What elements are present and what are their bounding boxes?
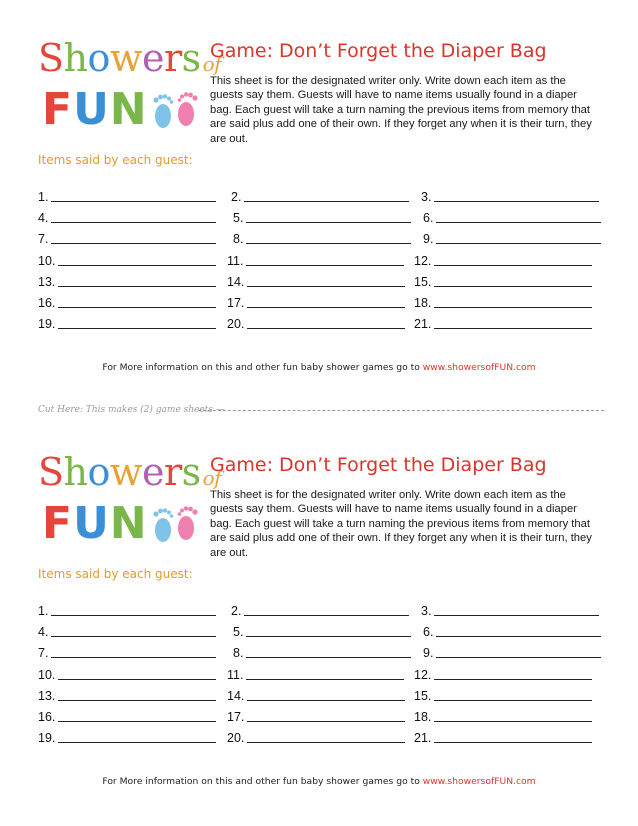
item-number: 2. xyxy=(231,604,242,618)
item-number: 4. xyxy=(38,625,49,640)
logo-letter: h xyxy=(63,36,88,80)
item-number: 5. xyxy=(233,211,244,226)
logo-letter: w xyxy=(109,450,142,494)
showers-of-fun-logo xyxy=(38,450,222,560)
item-entry[interactable] xyxy=(227,708,405,726)
logo-word-of: of xyxy=(202,52,222,76)
logo-letter: e xyxy=(141,450,164,494)
logo-letter: s xyxy=(181,450,201,494)
logo-word-fun xyxy=(42,86,148,134)
item-entry[interactable] xyxy=(38,230,216,248)
item-entry[interactable] xyxy=(227,315,405,333)
item-list-row xyxy=(38,602,604,623)
write-in-line[interactable] xyxy=(434,200,599,202)
item-number: 8. xyxy=(233,232,244,247)
item-entry[interactable] xyxy=(414,294,592,312)
item-entry[interactable] xyxy=(227,687,405,705)
write-in-line[interactable] xyxy=(246,264,404,266)
item-number: 8. xyxy=(233,646,244,661)
item-entry[interactable] xyxy=(414,666,592,684)
item-entry[interactable] xyxy=(414,687,592,705)
cut-line-text: Cut Here: This makes (2) game sheets — xyxy=(38,405,225,415)
write-in-line[interactable] xyxy=(58,720,216,722)
item-entry[interactable] xyxy=(233,209,411,227)
items-label: Items said by each guest: xyxy=(38,153,193,167)
footer-link[interactable]: www.showersofFUN.com xyxy=(422,776,536,787)
item-entry[interactable] xyxy=(38,188,216,206)
item-number: 16. xyxy=(38,709,56,724)
write-in-line[interactable] xyxy=(434,327,592,329)
item-entry[interactable] xyxy=(421,188,599,206)
item-number: 11. xyxy=(227,667,244,682)
item-entry[interactable] xyxy=(38,252,216,270)
write-in-line[interactable] xyxy=(246,678,404,680)
logo-letter: r xyxy=(163,450,182,494)
item-list-row xyxy=(38,729,604,750)
logo-letter: h xyxy=(63,450,88,494)
write-in-line[interactable] xyxy=(51,221,216,223)
item-number: 6. xyxy=(423,625,434,640)
item-number: 13. xyxy=(38,688,56,703)
item-entry[interactable] xyxy=(38,209,216,227)
game-title: Game: Don’t Forget the Diaper Bag xyxy=(210,40,547,62)
write-in-line[interactable] xyxy=(436,635,601,637)
item-list-row xyxy=(38,666,604,687)
item-entry[interactable] xyxy=(38,623,216,641)
logo-letter: F xyxy=(42,84,74,135)
item-number: 3. xyxy=(421,604,432,618)
item-list-row xyxy=(38,209,604,230)
item-number: 10. xyxy=(38,253,56,268)
item-number: 20. xyxy=(227,731,245,746)
item-entry[interactable] xyxy=(227,666,404,684)
write-in-line[interactable] xyxy=(436,221,601,223)
item-entry[interactable] xyxy=(421,602,599,620)
footer-info xyxy=(0,362,638,373)
write-in-line[interactable] xyxy=(434,285,592,287)
item-list-row xyxy=(38,623,604,644)
logo-letter: S xyxy=(38,450,64,494)
write-in-line[interactable] xyxy=(247,285,405,287)
footer-text: For More information on this and other fun baby shower games go to xyxy=(102,362,423,373)
write-in-line[interactable] xyxy=(58,327,216,329)
logo-letter: r xyxy=(163,36,182,80)
item-entry[interactable] xyxy=(414,729,592,747)
item-entry[interactable] xyxy=(233,644,411,662)
item-number: 3. xyxy=(421,190,432,204)
item-number: 14. xyxy=(227,688,245,703)
item-list-row xyxy=(38,644,604,665)
logo-word-showers xyxy=(38,450,221,500)
write-in-line[interactable] xyxy=(246,242,411,244)
logo-letter: U xyxy=(73,498,110,549)
item-entry[interactable] xyxy=(231,188,409,206)
item-number: 5. xyxy=(233,625,244,640)
item-number: 6. xyxy=(423,211,434,226)
game-sheet-top xyxy=(0,0,638,395)
item-number: 14. xyxy=(227,274,245,289)
baby-feet-icon xyxy=(150,88,202,132)
item-number: 1. xyxy=(38,190,49,204)
item-entry[interactable] xyxy=(38,273,216,291)
item-list-row xyxy=(38,273,604,294)
footer-link[interactable]: www.showersofFUN.com xyxy=(422,362,536,373)
write-in-line[interactable] xyxy=(247,720,405,722)
item-number: 11. xyxy=(227,253,244,268)
write-in-line[interactable] xyxy=(434,614,599,616)
item-entry[interactable] xyxy=(38,729,216,747)
item-number: 1. xyxy=(38,604,49,618)
item-number: 17. xyxy=(227,709,245,724)
write-in-line[interactable] xyxy=(434,306,592,308)
item-number: 4. xyxy=(38,211,49,226)
item-number: 13. xyxy=(38,274,56,289)
item-entry[interactable] xyxy=(38,294,216,312)
item-number: 2. xyxy=(231,190,242,204)
game-title: Game: Don’t Forget the Diaper Bag xyxy=(210,454,547,476)
write-in-line[interactable] xyxy=(58,285,216,287)
item-list-row xyxy=(38,188,604,209)
write-in-line[interactable] xyxy=(51,242,216,244)
showers-of-fun-logo xyxy=(38,36,222,146)
item-number: 9. xyxy=(423,232,434,247)
item-entry[interactable] xyxy=(233,623,411,641)
write-in-line[interactable] xyxy=(58,306,216,308)
write-in-line[interactable] xyxy=(434,699,592,701)
write-in-line[interactable] xyxy=(434,264,592,266)
item-entry[interactable] xyxy=(423,209,601,227)
logo-letter: e xyxy=(141,36,164,80)
logo-letter: F xyxy=(42,498,74,549)
logo-word-fun xyxy=(42,500,148,548)
write-in-line[interactable] xyxy=(244,614,409,616)
item-list-grid xyxy=(38,188,604,336)
game-sheet-bottom xyxy=(0,414,638,809)
logo-letter: o xyxy=(87,450,110,494)
footer-info xyxy=(0,776,638,787)
item-entry[interactable] xyxy=(414,315,592,333)
logo-letter: s xyxy=(181,36,201,80)
game-description: This sheet is for the designated writer only. Write down each item as the guests say them. Guests will have to name items usually found in a diaper bag. Each guest will take a turn naming the previous items from memory that are said plus add one of their own. If they forget any when it is their turn, they are out. xyxy=(210,489,592,559)
item-entry[interactable] xyxy=(414,273,592,291)
item-list-row xyxy=(38,687,604,708)
item-list-row xyxy=(38,708,604,729)
item-entry[interactable] xyxy=(231,602,409,620)
write-in-line[interactable] xyxy=(51,200,216,202)
item-entry[interactable] xyxy=(423,623,601,641)
item-number: 18. xyxy=(414,295,432,310)
item-list-row xyxy=(38,315,604,336)
item-entry[interactable] xyxy=(227,294,405,312)
item-entry[interactable] xyxy=(423,230,601,248)
item-number: 19. xyxy=(38,731,56,746)
write-in-line[interactable] xyxy=(246,656,411,658)
game-description: This sheet is for the designated writer only. Write down each item as the guests say them. Guests will have to name items usually found in a diaper bag. Each guest will take a turn naming the previous items from memory that are said plus add one of their own. If they forget any when it is their turn, they are out. xyxy=(210,75,592,145)
item-entry[interactable] xyxy=(38,315,216,333)
write-in-line[interactable] xyxy=(247,699,405,701)
item-entry[interactable] xyxy=(227,273,405,291)
item-entry[interactable] xyxy=(233,230,411,248)
write-in-line[interactable] xyxy=(58,699,216,701)
item-number: 20. xyxy=(227,317,245,332)
item-list-grid xyxy=(38,602,604,750)
logo-letter: U xyxy=(73,84,110,135)
item-entry[interactable] xyxy=(227,252,404,270)
write-in-line[interactable] xyxy=(436,242,601,244)
item-entry[interactable] xyxy=(38,644,216,662)
item-entry[interactable] xyxy=(38,687,216,705)
item-list-row xyxy=(38,230,604,251)
item-list-row xyxy=(38,294,604,315)
item-entry[interactable] xyxy=(414,252,592,270)
item-number: 15. xyxy=(414,274,432,289)
item-number: 21. xyxy=(414,317,432,332)
logo-letter: N xyxy=(109,84,148,135)
write-in-line[interactable] xyxy=(244,200,409,202)
write-in-line[interactable] xyxy=(436,656,601,658)
item-number: 7. xyxy=(38,232,49,247)
write-in-line[interactable] xyxy=(247,327,405,329)
item-number: 9. xyxy=(423,646,434,661)
item-number: 18. xyxy=(414,709,432,724)
cut-line-dashes xyxy=(198,410,604,411)
write-in-line[interactable] xyxy=(51,635,216,637)
write-in-line[interactable] xyxy=(434,678,592,680)
logo-letter: w xyxy=(109,36,142,80)
item-entry[interactable] xyxy=(423,644,601,662)
write-in-line[interactable] xyxy=(434,720,592,722)
item-entry[interactable] xyxy=(38,602,216,620)
item-entry[interactable] xyxy=(38,666,216,684)
write-in-line[interactable] xyxy=(51,614,216,616)
write-in-line[interactable] xyxy=(247,306,405,308)
write-in-line[interactable] xyxy=(58,741,216,743)
item-number: 15. xyxy=(414,688,432,703)
item-list-row xyxy=(38,252,604,273)
write-in-line[interactable] xyxy=(58,678,216,680)
logo-word-showers xyxy=(38,36,221,86)
item-number: 10. xyxy=(38,667,56,682)
item-number: 19. xyxy=(38,317,56,332)
write-in-line[interactable] xyxy=(247,741,405,743)
logo-letter: N xyxy=(109,498,148,549)
write-in-line[interactable] xyxy=(51,656,216,658)
write-in-line[interactable] xyxy=(58,264,216,266)
item-number: 21. xyxy=(414,731,432,746)
item-entry[interactable] xyxy=(38,708,216,726)
logo-word-of: of xyxy=(202,466,222,490)
items-label: Items said by each guest: xyxy=(38,567,193,581)
item-entry[interactable] xyxy=(227,729,405,747)
item-number: 12. xyxy=(414,253,432,268)
item-entry[interactable] xyxy=(414,708,592,726)
item-number: 17. xyxy=(227,295,245,310)
item-number: 12. xyxy=(414,667,432,682)
footer-text: For More information on this and other fun baby shower games go to xyxy=(102,776,423,787)
item-number: 16. xyxy=(38,295,56,310)
logo-letter: o xyxy=(87,36,110,80)
write-in-line[interactable] xyxy=(246,221,411,223)
write-in-line[interactable] xyxy=(434,741,592,743)
baby-feet-icon xyxy=(150,502,202,546)
write-in-line[interactable] xyxy=(246,635,411,637)
item-number: 7. xyxy=(38,646,49,661)
logo-letter: S xyxy=(38,36,64,80)
